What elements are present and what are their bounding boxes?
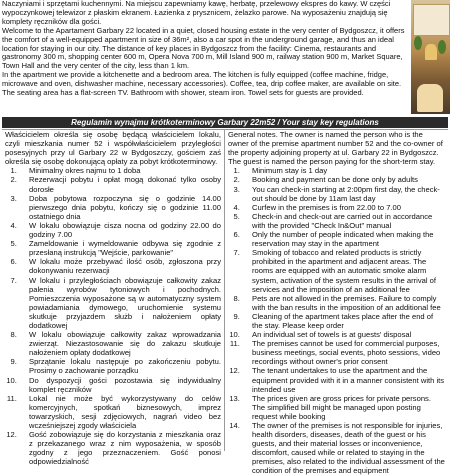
polish-rule-item: 1. Minimalny okres najmu to 1 doba — [19, 166, 221, 175]
polish-rule-item: 3. Doba pobytowa rozpoczyna się o godzinie 14.00 pierwszego dnia pobytu, kończy się o godzinie 11.00 ostatniego dnia — [19, 194, 221, 221]
intro-section — [2, 0, 410, 98]
picture-frame — [413, 4, 450, 36]
polish-rule-item: 11. Lokal nie może być wykorzystywany do celów komercyjnych, spotkań biznesowych, imprez towarzyskich, sesji zdjęciowych, nagrań video bez wcześniejszej zgody właściciela — [19, 394, 221, 430]
english-rule-item: 3. You can check-in starting at 2:00pm first day, the check-out should be done by 11am last day — [242, 185, 445, 203]
polish-rule-item: 7. W lokalu i przyległościach obowiązuje całkowity zakaz palenia wyrobów tytoniowych i pochodnych. Pomieszczenia wyposażone są w automatyczny system powiadamiania dymowego, uruchomienie systemu skutkuje przyjazdem służb i nałożeniem opłaty dodatkowej — [19, 276, 221, 331]
english-rule-item: 7. Smoking of tobacco and related products is strictly prohibited in the apartment and adjacent areas. The rooms are equipped with an automatic smoke alarm system, activation of the system results in the arrival of services and the imposition of an additional fee — [242, 248, 445, 293]
intro-polish-line-2: wypoczynkowej telewizor z płaskim ekranem. Łazienka z prysznicem, żelazko parowe. Na wyposażeniu znajdują się — [2, 7, 388, 17]
plant-leaf — [438, 40, 446, 54]
english-rule-item: 2. Booking and payment can be done only by adults — [242, 175, 445, 184]
english-regulations — [225, 130, 448, 476]
polish-rule-item: 2. Rezerwacji pobytu i opłat mogą dokonać tylko osoby dorosłe — [19, 175, 221, 193]
english-intro: General notes. The owner is named the person who is the owner of the premise apartment number 52 and the co-owner of the property adjoining property at ul. Garbary 22 in Bydgoszcz. The guest is named the person paying for the short-term stay. — [228, 130, 443, 167]
polish-intro: Właścicielem określa się osobę będącą właścicielem lokalu, czyli mieszkania numer 52 i współwłaścicielem przyległości posesyjnych przy ul Garbary 22 w Bydgoszczy, gościem zaś określa się osobę dokonującą opłaty za pobyt krótkoterminowy. — [5, 130, 221, 167]
intro-polish-line-1: Naczyniami i sprzętami kuchennymi. Na miejscu zapewniamy kawę, herbatę, przelewowy ekspres do kawy. W części — [2, 0, 391, 8]
intro-english-paragraph-2: In the apartment we provide a kitchenette and a bedroom area. The kitchen is fully equipped (coffee machine, fridge, microwave and oven, dishwasher machine, necessary accessories). Coffee, tea, drip coffee maker, are available on site. The seating area has a flat-screen TV. Bathroom with shower, steam iron. Towel sets for guests are provided. — [2, 70, 402, 98]
english-rule-item: 11. The premises cannot be used for commercial purposes, business meetings, social events, photo sessions, video recordings without owner's prior consent — [242, 339, 445, 366]
english-rule-item: 4. Curfew in the premises is from 22.00 to 7.00 — [242, 203, 445, 212]
polish-rule-item: 9. Sprzątanie lokalu następuje po zakończeniu pobytu. Prosimy o zachowanie porządku — [19, 357, 221, 375]
polish-rule-item: 5. Zameldowanie i wymeldowanie odbywa się zgodnie z przesłaną instrukcją "Wejście, parkowanie" — [19, 239, 221, 257]
english-rules-list — [228, 166, 445, 475]
intro-polish-line-3: komplety ręczników dla gości. — [2, 16, 102, 26]
english-rule-item: 5. Check-in and check-out are carried out in accordance with the provided "Check In&Out" manual — [242, 212, 445, 230]
english-rule-item: 12. The tenant undertakes to use the apartment and the equipment provided with it in a manner consistent with its intended use — [242, 366, 445, 393]
polish-rule-item: 10. Do dyspozycji gości pozostawia się indywidualny komplet ręczników — [19, 376, 221, 394]
lamp — [425, 44, 437, 60]
polish-rules-list — [5, 166, 221, 466]
polish-rule-item: 8. W lokalu obowiązuje całkowity zakaz wprowadzania zwierząt. Niezastosowanie się do zakazu skutkuje nałożeniem opłaty dodatkowej — [19, 330, 221, 357]
english-rule-item: 10. An individual set of towels is at guests' disposal — [242, 330, 445, 339]
regulations-columns — [2, 129, 448, 476]
english-rule-item: 1. Minimum stay is 1 day — [242, 166, 445, 175]
intro-english-paragraph: Welcome to the Apartament Garbary 22 located in a quiet, closed housing estate in the very center of Bydgoszcz, it offers the comfort of a well-equipped apartment in size of 36m², also a car spot in the underground garage, and thus an ideal location for staying in our city. The distance of key places in Bydgoszcz from the facility: Cinema, restaurants and gastronomy 300 m, shopping center 600 m, Opera Nova 700 m, Mill Island 900 m, railway station 900 m, Market Square, Town Hall and the very center of the city, less than 1 km. — [2, 25, 405, 71]
english-rule-item: 8. Pets are not allowed in the premises. Failure to comply with the ban results in the imposition of an additional fee — [242, 294, 445, 312]
apartment-photo — [411, 0, 450, 114]
english-rule-item: 14. The owner of the premises is not responsible for injuries, health disorders, diseases, death of the guest or his guests, and their material losses or inconvenience, discomfort, caused while or related to staying in the premises, also related to the individual assessment of the condition of the premises and equipment — [242, 421, 445, 476]
english-rule-item: 13. The prices given are gross prices for private persons. The simplified bill might be managed upon posting request while booking — [242, 394, 445, 421]
vase — [417, 84, 443, 112]
polish-rule-item: 6. W lokalu może przebywać ilość osób, zgłoszona przy dokonywaniu rezerwacji — [19, 257, 221, 275]
english-rule-item: 9. Cleaning of the apartment takes place after the end of the stay. Please keep order — [242, 312, 445, 330]
plant-leaf — [414, 36, 422, 50]
polish-rule-item: 12. Gość zobowiązuje się do korzystania z mieszkania oraz z przekazanego wraz z nim wyposażenia, w sposób zgodny z jego przeznaczeniem. Gość ponosi odpowiedzialność — [19, 430, 221, 466]
english-rule-item: 6. Only the number of people indicated when making the reservation may stay in the apartment — [242, 230, 445, 248]
polish-regulations — [2, 130, 225, 467]
polish-rule-item: 4. W lokalu obowiązuje cisza nocna od godziny 22.00 do godziny 7.00 — [19, 221, 221, 239]
regulations-header-bar: Regulamin wynajmu krótkoterminowy Garbary 22m52 / Your stay key regulations — [2, 117, 448, 128]
